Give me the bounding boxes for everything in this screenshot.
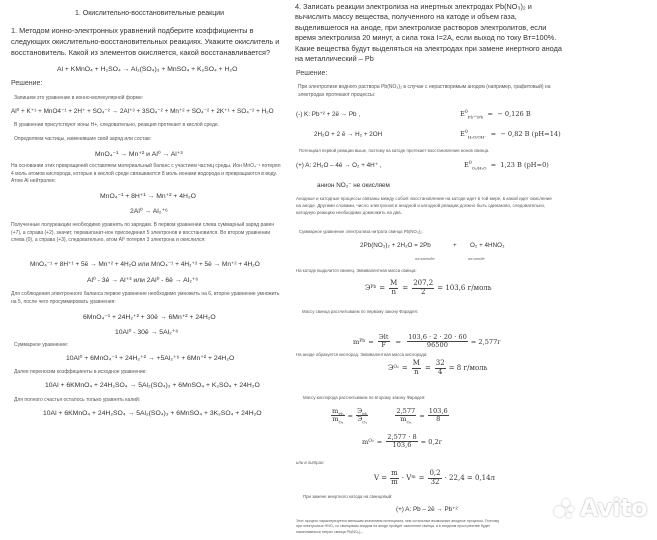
question-text: 4. Записать реакции электролиза на инертных электродах Pb(NO₃)₂ и вычислить массу вещества, полученного на катоде и объем газа, выделившегося на аноде, при электролизе растворов электролитов, если время электролиза 20 минут, а сила тока I=2A, если выход по току Bт=100%. Какие вещества будут выделяться на электродах при замене инертного анода на металлический – Pb	[295, 2, 562, 64]
fraction: $\frac{m}{m}$	[391, 469, 398, 486]
cathode-reaction-1: (-) K: Pb⁺² + 2ē → Pb ,	[296, 111, 361, 118]
fraction: $\frac{M}{n}$	[390, 279, 398, 296]
paragraph: Массу кислорода рассчитываем по второму закону Фарадея:	[303, 395, 426, 400]
formula-eq-mass-pb: Э Pb = $\frac{M}{n}$ = $\frac{207,2}{2}$ = 103,6 г/моль	[365, 279, 492, 296]
paragraph: На аноде образуется кислород. Эквивалентная масса кислорода:	[296, 352, 428, 357]
symbol: m	[353, 337, 360, 346]
paragraph: Этот процесс характеризуется меньшим значением потенциала, чем остальные возможные анодные процессы. Поэтому при электролизе HNO₃ со свинцовым анодом на аноде пройдет окисление свинца, а в анодном пространстве будет накапливаться нитрат свинца Pb(NO₃)₂.	[296, 519, 500, 534]
label-cathode: на катоде	[415, 256, 435, 261]
paragraph: Для соблюдения электронного баланса первое уравнение необходимо умножить на 6, второе уравнение умножить на 5, после чего просуммировать уравнения:	[11, 291, 280, 305]
cathode-potential-2: $E^0_{H_2O/OH^-}$ = − 0,82 B (pH=14)	[460, 129, 561, 140]
half-reaction-1: MnO₄⁻¹ + 8H⁺¹ → Mn⁺² + 4H₂O	[100, 193, 196, 200]
formula-ratio: $\frac{m_{Pb}}{m_{O_2}}$ = $\frac{Э_{Pb}}{Э_{O_2}}$ $\frac{2,577}{m_{O_2}}$ = $\frac{103,6}{8}$	[332, 407, 448, 425]
result: = 103,6 г/моль	[437, 284, 492, 293]
result: = 2,577г	[470, 337, 501, 346]
avito-watermark-text: Avito	[580, 494, 648, 522]
formula-volume: V = $\frac{m}{m}$ · V m = $\frac{0,2}{32}$ · 22,4 = 0,14л	[374, 469, 495, 486]
symbol: Э	[388, 364, 394, 373]
main-equation: Al + KMnO₄ + H₂SO₄ → Al₂(SO₄)₃ + MnSO₄ + K₂SO₄ + H₂O	[57, 66, 238, 73]
fraction: $\frac{Э_{Pb}}{Э_{O_2}}$	[357, 407, 368, 425]
fraction: $\frac{\text{Эlt}}{F}$	[378, 333, 389, 350]
avito-logo-icon	[552, 496, 580, 520]
result: = 0,2г	[420, 437, 443, 446]
symbol: Э	[365, 284, 371, 293]
paragraph: При электролизе водного раствора Pb(NO₃)₂ в случае с нерастворимым анодом (например, графитовый) на электродах протекают процессы:	[298, 84, 551, 98]
formula-mass-o2: m O₂ = $\frac{2,577 \cdot 8}{103,6}$ = 0,2г	[362, 433, 443, 450]
result: = 8 г/моль	[448, 364, 488, 373]
symbol: m	[362, 437, 369, 446]
formula-mass-pb: m Pb = $\frac{\text{Эlt}}{F}$ = $\frac{103,6 \cdot 2 \cdot 20 \cdot 60}{96500}$ = 2,577г	[353, 333, 501, 350]
formula-eq-mass-o2: Э O₂ = $\frac{M}{n}$ = $\frac{32}{4}$ = 8 г/моль	[388, 359, 488, 376]
multiplied-2: 10Al⁰ - 30ē → 5Al₂⁺⁶	[115, 329, 179, 336]
paragraph: Суммарное уравнение:	[14, 342, 69, 348]
paragraph: или в литрах:	[296, 460, 325, 465]
summary-equation-right: O₂ + 4HNO₃	[470, 242, 505, 249]
paragraph: На основании этих превращений составляем материальный баланс с участием частиц среды. Ион MnO₄⁻¹ потерял 4 моль атомов кислорода, которые в кислой среде связываются 8 моль ионами водорода и превращаются в воду. Атом Al нейтрален:	[11, 163, 281, 185]
paragraph: Полученные полуреакции необходимо уравнять по зарядам. В первом уравнении слева суммарный заряд равен (+7), а справа (+2), значит, перманганат-ион присоединил 5 электронов и восстановился. Во втором уравнении слева (0), а справа (+3), следовательно, атом Al⁰ потерял 3 электрона и окислился:	[11, 222, 275, 244]
paragraph: При замене инертного катода на свинцовый:	[303, 494, 393, 499]
fraction: $\frac{2,577}{m_{O_2}}$	[396, 407, 416, 425]
paragraph: Суммарное уравнение электролиза нитрата свинца Pb(NO₃)₂:	[299, 229, 423, 234]
avito-watermark	[552, 493, 657, 523]
summary-equation-plus: +	[453, 242, 457, 249]
fraction: $\frac{M}{n}$	[412, 359, 420, 376]
fraction: $\frac{32}{4}$	[435, 359, 445, 376]
balanced-half-1: MnO₄⁻¹ + 8H⁺¹ + 5ē → Mn⁺² + 4H₂O или MnO₄⁻¹ + 4H₂⁺² + 5ē → Mn⁺² + 4H₂O	[30, 261, 260, 268]
paragraph: Анодные и катодные процессы связаны между собой: восстановление на катоде идет в той мере, в какой идет окисление на аноде. Другими словами, число электронов в анодной и катодной реакции должно быть одинаково, следовательно, катодную реакцию необходимо домножить на два.	[296, 196, 552, 216]
paragraph: В уравнении присутствуют ионы H+, следовательно, реакция протекает в кислой среде.	[14, 122, 220, 128]
symbol: V =	[374, 474, 388, 483]
final-equation-1: 10Al + 6KMnO₄ + 24H₂SO₄ → 5Al₂(SO₄)₃ + 6MnSO₄ + K₂SO₄ + 24H₂O	[45, 382, 260, 389]
section-title: 1. Окислительно-восстановительные реакции	[75, 10, 225, 17]
paragraph: Далее переносим коэффициенты в исходное уравнение:	[14, 369, 147, 375]
paragraph: Определяем частицы, изменившие свой заряд или состав:	[14, 136, 152, 142]
solution-label: Решение:	[11, 80, 43, 87]
fraction: $\frac{207,2}{2}$	[413, 279, 434, 296]
balanced-half-2: Al⁰ - 3ē → Al⁺³ или 2Al⁰ - 6ē → Al₂⁺⁶	[87, 277, 199, 284]
half-reaction-2: 2Al⁰ → Al₂⁺⁶	[130, 208, 168, 215]
summary-equation-left: 2Pb(NO₃)₂ + 2H₂O = 2Pb	[360, 242, 431, 249]
fraction: $\frac{103,6}{8}$	[428, 407, 448, 424]
charge-changes: MnO₄⁻¹ → Mn⁺² и Al⁰ → Al⁺³	[95, 151, 183, 158]
result: · 22,4 = 0,14л	[444, 474, 495, 483]
paragraph: На катоде выделится свинец. Эквивалентная масса свинца:	[296, 268, 417, 273]
anion-note: анион NO₃⁻ не окисляем	[317, 182, 390, 189]
fraction: $\frac{103,6 \cdot 2 \cdot 20 \cdot 60}{96500}$	[408, 333, 467, 350]
paragraph: Массу свинца рассчитываем по первому закону Фарадея:	[302, 309, 419, 314]
question-text: 1. Методом ионно-электронных уравнений подберите коэффициенты в следующих окислительно-восстановительных реакциях. Укажите окислитель и восстановитель. Какой из элементов окисляется, какой восстанавливается?	[11, 26, 280, 57]
fraction: $\frac{0,2}{32}$	[429, 469, 441, 486]
ionic-equation: Al⁰ + K⁺¹ + MnO4⁻¹ + 2H⁺ + SO₄⁻² → 2Al⁺³ + 3SO₄⁻² + Mn⁺² + SO₄⁻² + 2K⁺¹ + SO₄⁻² + H₂O	[11, 108, 274, 115]
anode-pb-reaction: (+) A: Pb – 2ē → Pb⁺²	[396, 506, 458, 513]
paragraph: Потенциал первой реакции выше, поэтому на катоде протекает восстановление ионов свинца.	[299, 148, 490, 153]
fraction: $\frac{2,577 \cdot 8}{103,6}$	[387, 433, 417, 450]
solution-label: Решение:	[296, 70, 328, 77]
cathode-potential-1: $E^0_{Pb^{+2}/Pb}$ = − 0,126 B	[460, 109, 531, 120]
cathode-reaction-2: 2H₂O + 2 ē → H₂ + 2OH	[314, 131, 383, 138]
final-equation-2: 10Al + 6KMnO₄ + 24H₂SO₄ → 5Al₂(SO₄)₃ + 6MnSO₄ + 3K₂SO₄ + 24H₂O	[43, 410, 262, 417]
anode-reaction-1: (+) A: 2H₂O – 4ē → O₂ + 4H⁺ ,	[296, 162, 382, 169]
label-anode: на аноде	[468, 256, 485, 261]
multiplied-1: 6MnO₄⁻¹ + 24H₂⁺² + 30ē → 6Mn⁺² + 24H₂O	[83, 314, 216, 321]
fraction: $\frac{m_{Pb}}{m_{O_2}}$	[332, 407, 344, 425]
paragraph: Для полного счастья осталось только уравнять калий:	[14, 397, 141, 403]
anode-potential-1: $E^0_{O_2/H_2O} = 1,23$ B (pH=0)	[464, 160, 549, 171]
paragraph: Запишем это уравнение в ионно-молекулярной форме:	[14, 95, 144, 101]
total-equation: 10Al⁰ + 6MnO₄⁻¹ + 24H₂⁺² → +5Al₂⁺⁶ + 6Mn⁺² + 24H₂O	[66, 355, 235, 362]
